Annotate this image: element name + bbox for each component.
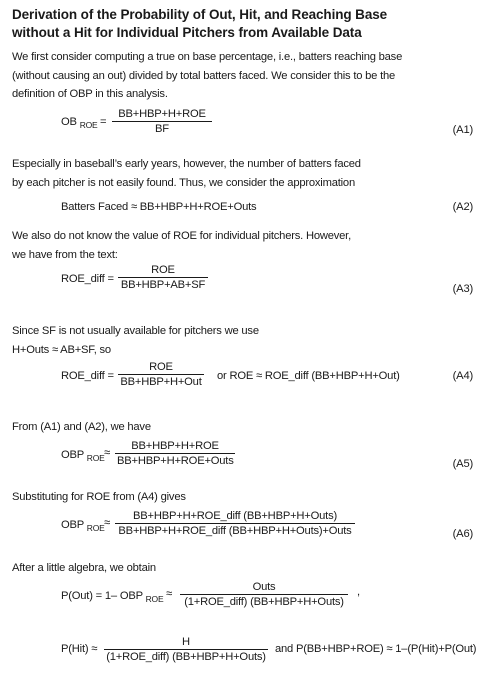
- comma: ,: [357, 586, 360, 598]
- section-title: [12, 6, 482, 42]
- denominator: BB+HBP+H+Out: [118, 374, 204, 388]
- numerator: BB+HBP+H+ROE: [118, 108, 206, 120]
- equation-rhs: and P(BB+HBP+ROE) ≈ 1–(P(Hit)+P(Out): [275, 643, 477, 655]
- paragraph-line: Since SF is not usually available for pitchers we use: [12, 325, 259, 337]
- paragraph-line: We first consider computing a true on base percentage, i.e., batters reaching base: [12, 51, 403, 63]
- equation-lhs: OB $_{ROE}$: [61, 116, 98, 130]
- numerator: H: [182, 636, 190, 648]
- fraction: [180, 581, 348, 608]
- fraction: [104, 636, 268, 663]
- equation-number: (A1): [452, 124, 473, 136]
- paragraph-line: (without causing an out) divided by total batters faced. We consider this to be the: [12, 69, 396, 82]
- paragraph-roe: [12, 227, 482, 264]
- numerator: BB+HBP+H+ROE_diff (BB+HBP+H+Outs): [133, 510, 337, 522]
- equation-body: Batters Faced ≈ BB+HBP+H+ROE+Outs: [61, 201, 257, 213]
- fraction: [118, 361, 204, 388]
- denominator: BB+HBP+AB+SF: [118, 277, 208, 291]
- denominator: BB+HBP+H+ROE_diff (BB+HBP+H+Outs)+Outs: [115, 523, 355, 537]
- paragraph-line: H+Outs ≈ AB+SF, so: [12, 343, 111, 356]
- paragraph-line: we have from the text:: [12, 248, 118, 261]
- fraction: [115, 440, 235, 467]
- denominator: (1+ROE_diff) (BB+HBP+H+Outs): [104, 649, 268, 663]
- fraction: [115, 510, 355, 537]
- paragraph-substituting: [12, 488, 482, 507]
- denominator: (1+ROE_diff) (BB+HBP+H+Outs): [180, 594, 348, 608]
- paragraph-line: Substituting for ROE from (A4) gives: [12, 491, 186, 503]
- equation-lhs: P(Out) = 1– OBP $_{ROE}$: [61, 590, 164, 604]
- numerator: BB+HBP+H+ROE: [131, 440, 219, 452]
- fraction: [118, 264, 208, 291]
- equation-lhs: ROE_diff =: [61, 273, 114, 285]
- equation-lhs: OBP $_{ROE}$: [61, 519, 105, 533]
- approx-sign: ≈: [104, 517, 110, 529]
- equation-rhs: or ROE ≈ ROE_diff (BB+HBP+H+Out): [217, 370, 400, 382]
- paragraph-line: definition of OBP in this analysis.: [12, 88, 168, 100]
- denominator: BB+HBP+H+ROE+Outs: [117, 455, 234, 467]
- paragraph-intro: [12, 48, 482, 104]
- approx-sign: ≈: [166, 588, 172, 600]
- paragraph-line: From (A1) and (A2), we have: [12, 421, 151, 433]
- paragraph-algebra: [12, 559, 482, 578]
- paragraph-a1-a2: [12, 418, 482, 437]
- equation-number: (A5): [452, 458, 473, 470]
- equation-number: (A2): [452, 201, 473, 213]
- approx-sign: ≈: [104, 447, 110, 459]
- denominator: BF: [112, 121, 212, 135]
- paragraph-line: After a little algebra, we obtain: [12, 562, 156, 574]
- numerator: Outs: [252, 581, 276, 593]
- equation-lhs: OBP $_{ROE}$: [61, 449, 105, 463]
- numerator: ROE: [151, 264, 175, 276]
- fraction: [112, 108, 212, 135]
- title-line-2: without a Hit for Individual Pitchers from Available Data: [12, 25, 362, 40]
- title-line-1: Derivation of the Probability of Out, Hit, and Reaching Base: [12, 7, 388, 22]
- equation-number: (A4): [452, 370, 473, 382]
- paragraph-line: by each pitcher is not easily found. Thus, we consider the approximation: [12, 176, 355, 189]
- equation-lhs: ROE_diff =: [61, 370, 114, 382]
- equation-number: (A3): [452, 283, 473, 295]
- equation-lhs: P(Hit) ≈: [61, 643, 98, 655]
- paragraph-line: We also do not know the value of ROE for individual pitchers. However,: [12, 230, 352, 242]
- equation-number: (A6): [452, 528, 473, 540]
- equals-sign: =: [100, 116, 107, 128]
- numerator: ROE: [149, 361, 173, 373]
- paragraph-approximation: [12, 155, 482, 192]
- paragraph-line: Especially in baseball’s early years, however, the number of batters faced: [12, 158, 361, 170]
- paragraph-sf: [12, 322, 482, 359]
